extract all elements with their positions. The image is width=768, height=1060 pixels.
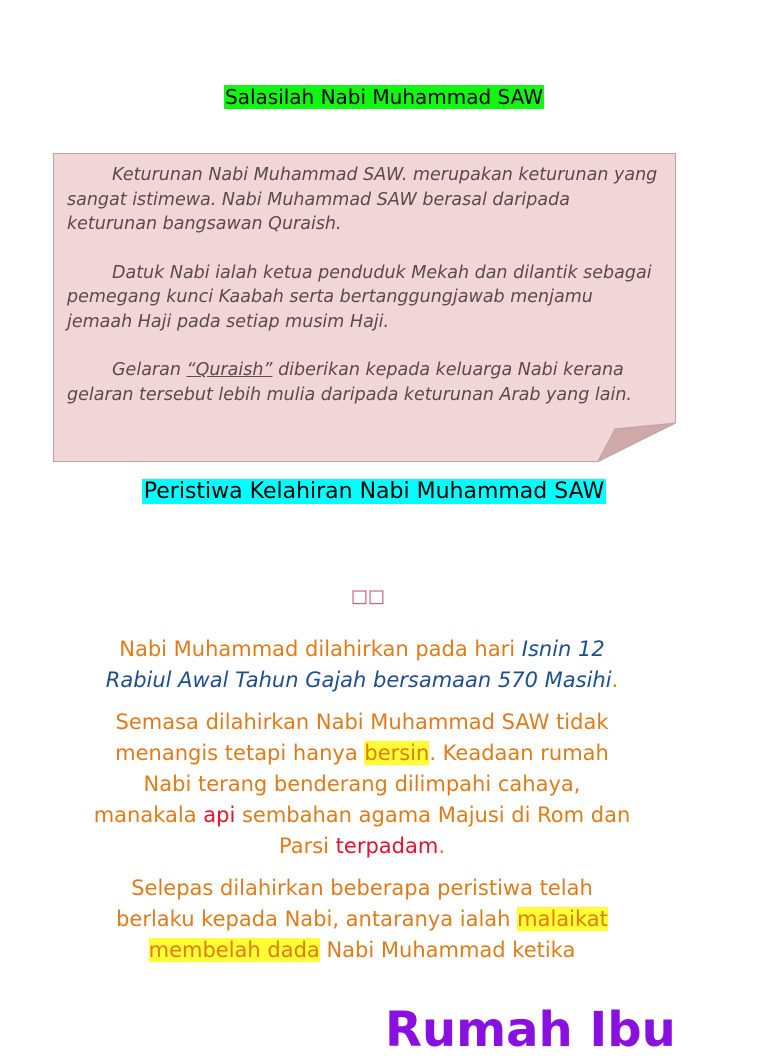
note-p3-start: Gelaran bbox=[112, 360, 187, 380]
note-text bbox=[67, 163, 663, 431]
body-paragraph-1 bbox=[90, 634, 634, 696]
p1-start: Nabi Muhammad dilahirkan pada hari bbox=[119, 637, 522, 661]
p1-end: . bbox=[611, 668, 619, 692]
word-api: api bbox=[203, 803, 236, 827]
body-paragraph-2 bbox=[90, 707, 634, 862]
section-heading-text: Peristiwa Kelahiran Nabi Muhammad SAW bbox=[143, 479, 605, 504]
p2-middle-2: sembahan agama Majusi di Rom dan Parsi bbox=[235, 803, 631, 858]
p3-end: Nabi Muhammad ketika bbox=[319, 938, 576, 962]
note-paragraph-3 bbox=[67, 358, 663, 407]
placeholder-glyph: □□ bbox=[351, 586, 386, 607]
p2-start: Semasa dilahirkan Nabi Muhammad SAW tidak menangis tetapi hanya bbox=[115, 710, 609, 765]
document-title-text: Salasilah Nabi Muhammad SAW bbox=[225, 85, 543, 109]
body-text bbox=[90, 634, 634, 977]
p2-middle: . Keadaan rumah Nabi terang benderang dilimpahi cahaya, manakala bbox=[93, 741, 609, 827]
section-heading bbox=[0, 478, 748, 506]
highlight-bersin: bersin bbox=[364, 741, 430, 765]
p3-start: Selepas dilahirkan beberapa peristiwa telah berlaku kepada Nabi, antaranya ialah bbox=[116, 876, 593, 931]
note-paragraph-2: Datuk Nabi ialah ketua penduduk Mekah dan dilantik sebagai pemegang kunci Kaabah serta bertanggungjawab menjamu jemaah Haji pada setiap musim Haji. bbox=[67, 262, 652, 332]
body-paragraph-3 bbox=[90, 873, 634, 966]
quraish-term: “Quraish” bbox=[186, 360, 273, 380]
bottom-heading: Rumah Ibu bbox=[385, 1002, 676, 1058]
note-paragraph-1: Keturunan Nabi Muhammad SAW. merupakan keturunan yang sangat istimewa. Nabi Muhammad SAW berasal daripada keturunan bangsawan Quraish. bbox=[67, 165, 658, 234]
document-title bbox=[0, 84, 768, 110]
p2-end: . bbox=[438, 834, 446, 858]
note-p3-end: diberikan kepada keluarga Nabi kerana gelaran tersebut lebih mulia daripada keturunan Arab yang lain. bbox=[67, 360, 632, 405]
birth-date: Isnin 12 Rabiul Awal Tahun Gajah bersamaan 570 Masihi bbox=[105, 637, 612, 692]
highlight-malaikat: malaikat membelah dada bbox=[148, 907, 608, 962]
note-callout bbox=[53, 153, 675, 461]
word-terpadam: terpadam bbox=[335, 834, 439, 858]
